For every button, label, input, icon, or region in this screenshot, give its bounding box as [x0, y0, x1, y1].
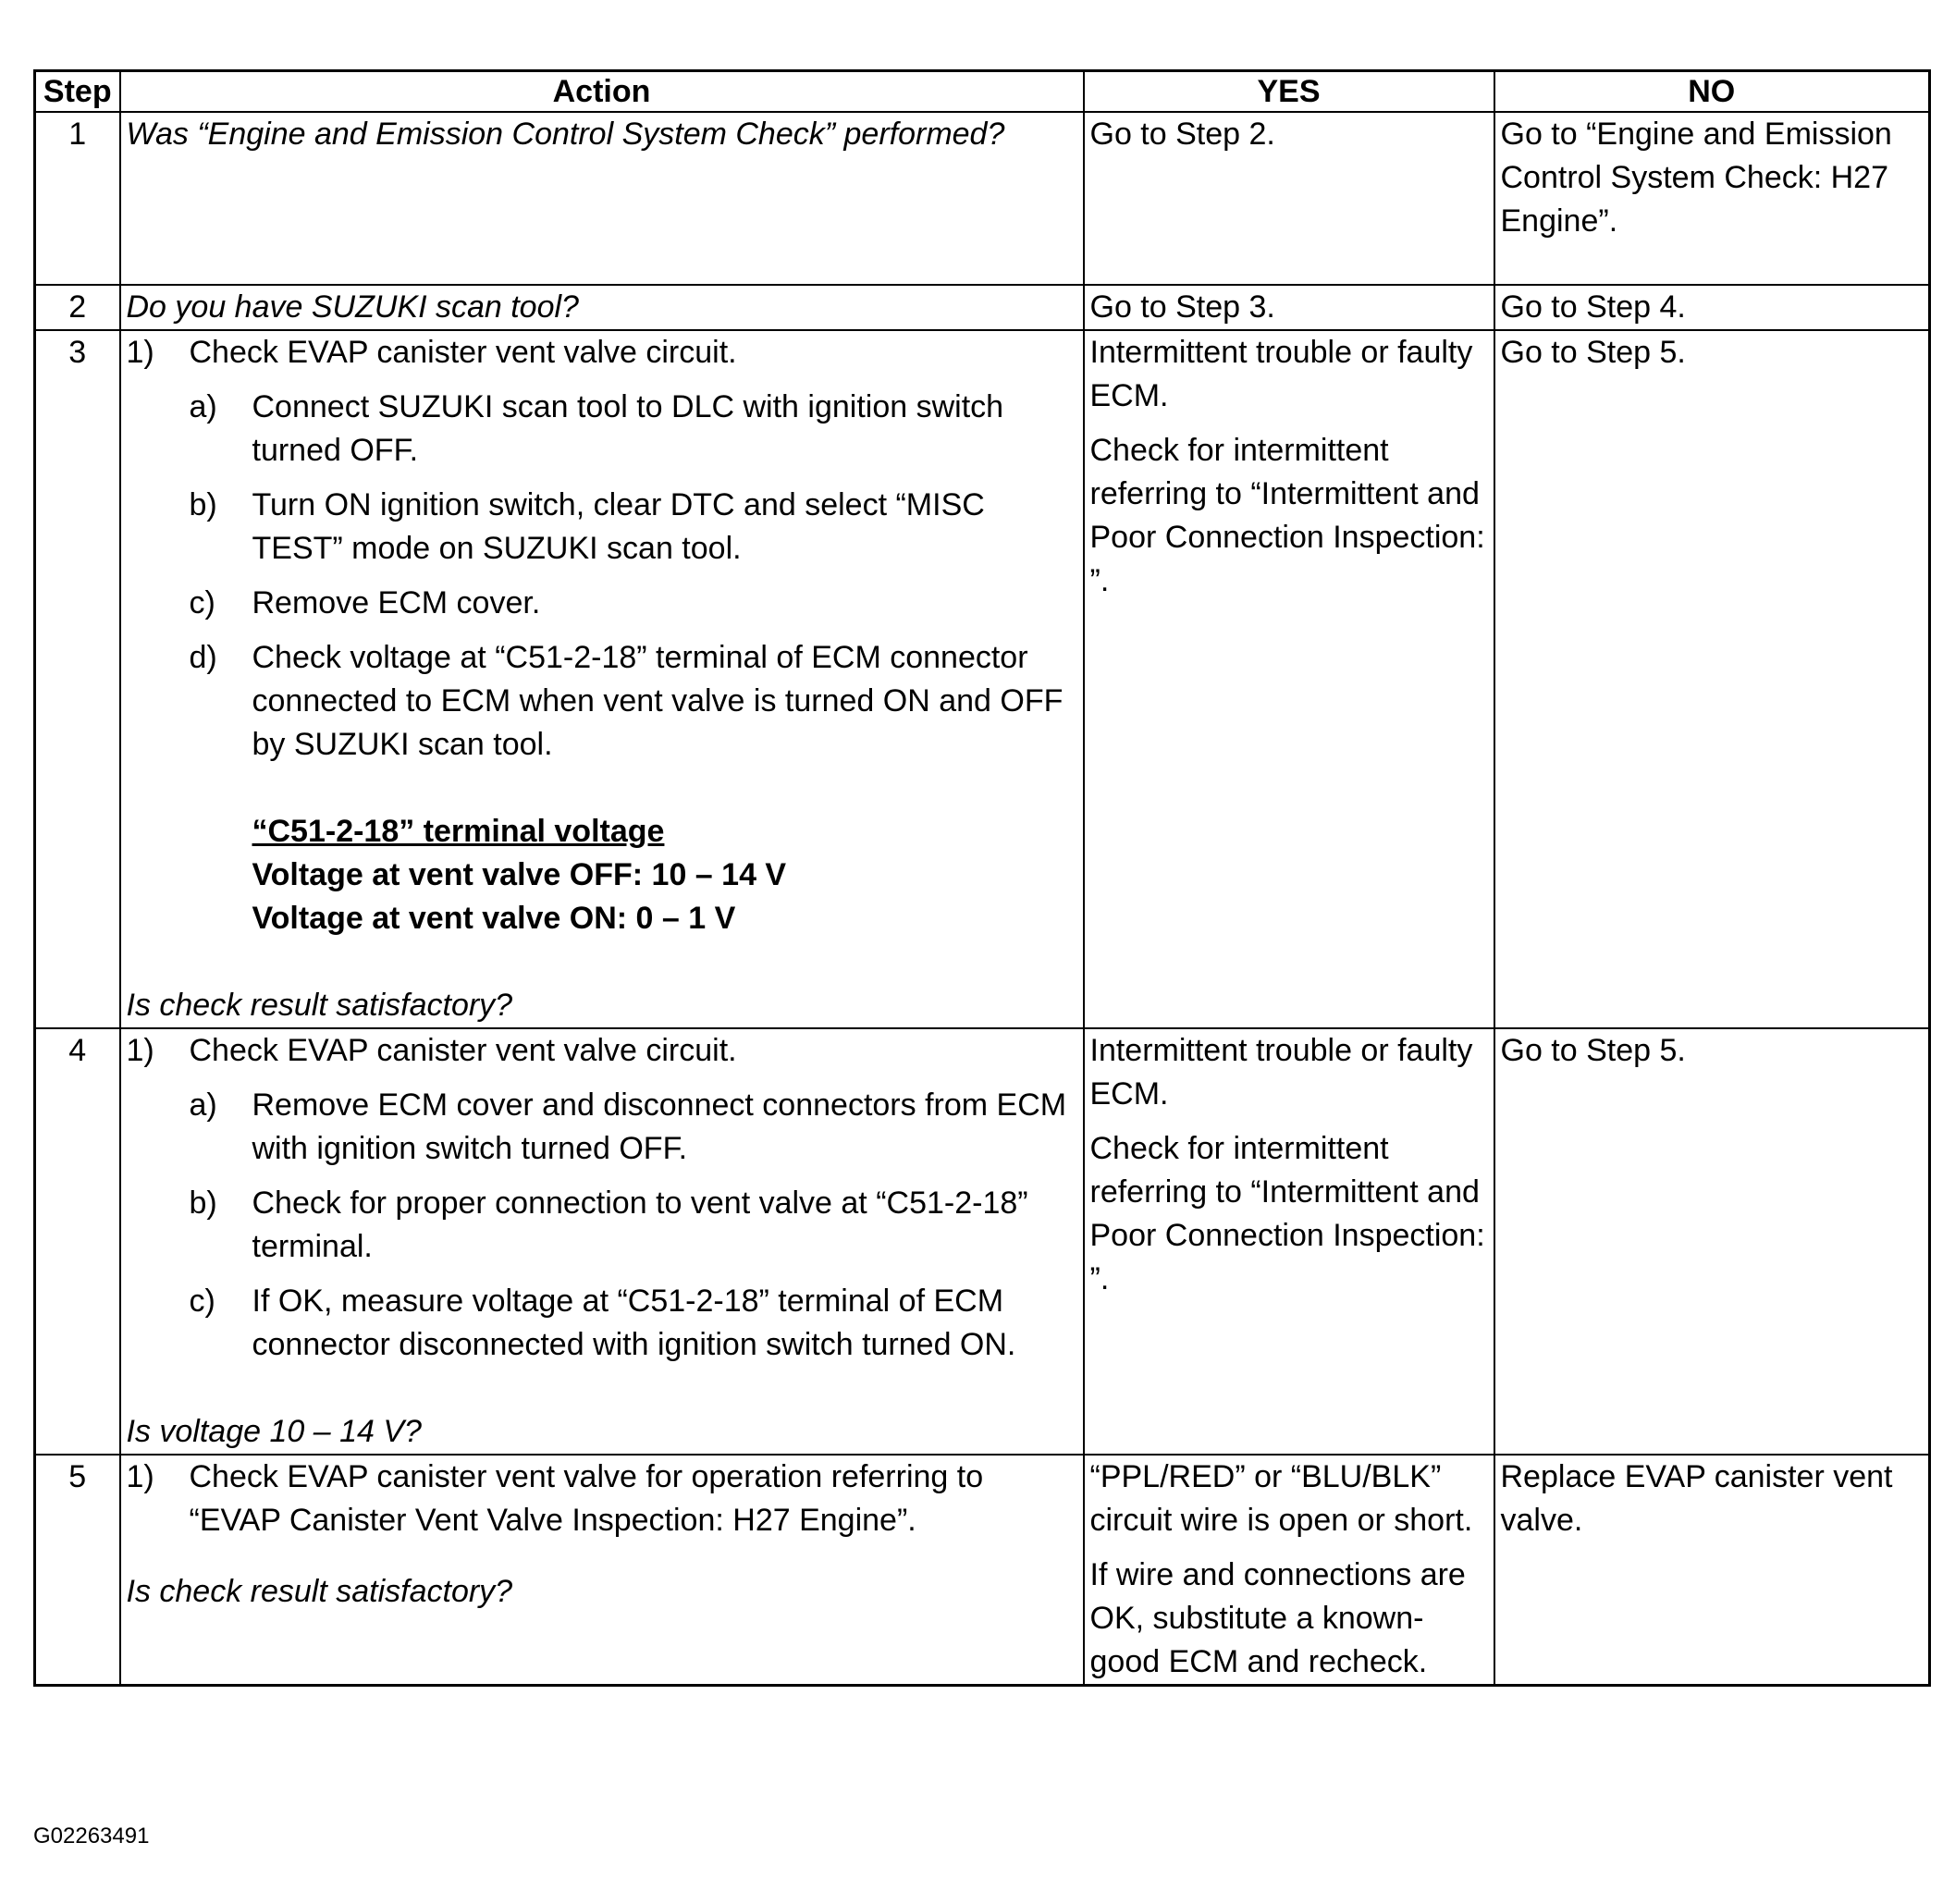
- no-cell: Go to Step 4.: [1494, 285, 1930, 330]
- action-question: Is check result satisfactory?: [126, 988, 513, 1023]
- action-sub-item: [190, 1084, 1077, 1171]
- sub-item-text: Check voltage at “C51-2-18” terminal of ECM connector connected to ECM when vent valve is turned ON and OFF by SUZUKI scan tool.: [252, 640, 1064, 762]
- sub-item-letter: c): [189, 585, 215, 620]
- yes-paragraph: Intermittent trouble or faulty ECM.: [1089, 1033, 1473, 1112]
- action-cell: [120, 330, 1084, 1028]
- table-row: [35, 330, 1930, 1028]
- action-question: Was “Engine and Emission Control System Check” performed?: [126, 117, 1005, 152]
- header-action: Action: [120, 71, 1084, 113]
- header-no: NO: [1494, 71, 1930, 113]
- step-number: 2: [35, 285, 120, 330]
- table-row: [35, 1028, 1930, 1455]
- yes-paragraph: If wire and connections are OK, substitute a known-good ECM and recheck.: [1089, 1557, 1466, 1679]
- item-number: 1): [126, 1459, 154, 1494]
- sub-item-text: If OK, measure voltage at “C51-2-18” terminal of ECM connector disconnected with ignition switch turned ON.: [252, 1284, 1016, 1362]
- table-row: [35, 1455, 1930, 1686]
- diagnostic-table: [33, 69, 1931, 1687]
- sub-item-text: Turn ON ignition switch, clear DTC and select “MISC TEST” mode on SUZUKI scan tool.: [252, 487, 985, 566]
- action-main-item: [127, 331, 1077, 375]
- yes-cell: [1084, 1455, 1494, 1686]
- action-cell: [120, 285, 1084, 330]
- step-number: 3: [35, 330, 120, 1028]
- header-row: [35, 71, 1930, 113]
- action-sub-item: [190, 386, 1077, 473]
- action-cell: [120, 112, 1084, 285]
- header-yes: YES: [1084, 71, 1494, 113]
- spec-title: “C51-2-18” terminal voltage: [252, 814, 665, 849]
- no-cell: Go to Step 5.: [1494, 330, 1930, 1028]
- action-main-item: [127, 1456, 1077, 1542]
- no-cell: Go to “Engine and Emission Control System Check: H27 Engine”.: [1494, 112, 1930, 285]
- action-sub-item: [190, 1182, 1077, 1269]
- sub-item-letter: a): [189, 389, 217, 424]
- yes-cell: Go to Step 3.: [1084, 285, 1494, 330]
- yes-paragraph: Check for intermittent referring to “Intermittent and Poor Connection Inspection: ”.: [1089, 1131, 1485, 1296]
- step-number: 5: [35, 1455, 120, 1686]
- action-sub-item: [190, 636, 1077, 767]
- action-question: Do you have SUZUKI scan tool?: [126, 289, 579, 325]
- action-sub-item: [190, 1280, 1077, 1367]
- action-sub-item: [190, 484, 1077, 571]
- action-main-item: [127, 1029, 1077, 1073]
- table-row: [35, 285, 1930, 330]
- yes-cell: [1084, 1028, 1494, 1455]
- action-cell: [120, 1028, 1084, 1455]
- action-cell: [120, 1455, 1084, 1686]
- yes-paragraph: “PPL/RED” or “BLU/BLK” circuit wire is open or short.: [1089, 1459, 1473, 1538]
- item-text: Check EVAP canister vent valve for operation referring to “EVAP Canister Vent Valve Inspection: H27 Engine”.: [189, 1459, 984, 1538]
- spec-line: Voltage at vent valve ON: 0 – 1 V: [252, 901, 736, 936]
- sub-item-letter: b): [189, 487, 217, 522]
- action-question: Is check result satisfactory?: [126, 1574, 513, 1609]
- step-number: 1: [35, 112, 120, 285]
- header-step: Step: [35, 71, 120, 113]
- figure-id: G02263491: [33, 1824, 150, 1849]
- voltage-spec: [252, 810, 1077, 940]
- sub-item-letter: c): [189, 1284, 215, 1319]
- sub-item-text: Remove ECM cover and disconnect connectors from ECM with ignition switch turned OFF.: [252, 1087, 1067, 1166]
- sub-item-text: Connect SUZUKI scan tool to DLC with ignition switch turned OFF.: [252, 389, 1004, 468]
- action-sub-item: [190, 582, 1077, 625]
- sub-item-text: Remove ECM cover.: [252, 585, 541, 620]
- item-number: 1): [126, 335, 154, 370]
- diagnostic-table-container: [33, 69, 1931, 1687]
- item-text: Check EVAP canister vent valve circuit.: [189, 335, 737, 370]
- table-row: [35, 112, 1930, 285]
- item-text: Check EVAP canister vent valve circuit.: [189, 1033, 737, 1068]
- item-number: 1): [126, 1033, 154, 1068]
- spec-line: Voltage at vent valve OFF: 10 – 14 V: [252, 857, 787, 892]
- yes-paragraph: Check for intermittent referring to “Intermittent and Poor Connection Inspection: ”.: [1089, 433, 1485, 598]
- sub-item-letter: a): [189, 1087, 217, 1123]
- yes-cell: [1084, 330, 1494, 1028]
- yes-cell: Go to Step 2.: [1084, 112, 1494, 285]
- sub-item-letter: b): [189, 1185, 217, 1221]
- no-cell: Replace EVAP canister vent valve.: [1494, 1455, 1930, 1686]
- sub-item-text: Check for proper connection to vent valve at “C51-2-18” terminal.: [252, 1185, 1028, 1264]
- yes-paragraph: Intermittent trouble or faulty ECM.: [1089, 335, 1473, 413]
- step-number: 4: [35, 1028, 120, 1455]
- action-question: Is voltage 10 – 14 V?: [126, 1414, 422, 1449]
- sub-item-letter: d): [189, 640, 217, 675]
- no-cell: Go to Step 5.: [1494, 1028, 1930, 1455]
